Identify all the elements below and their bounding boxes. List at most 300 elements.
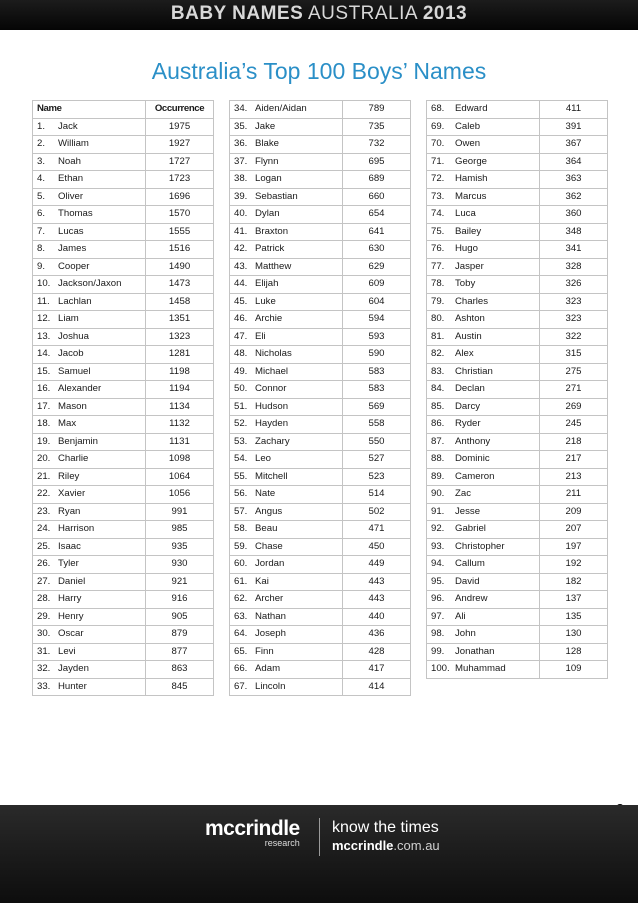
table-row (33, 346, 214, 364)
rank-label: 67. (234, 680, 248, 692)
baby-name: David (455, 575, 480, 587)
name-cell (427, 643, 540, 661)
table-row (427, 153, 608, 171)
table-row (427, 258, 608, 276)
rank-label: 63. (234, 610, 248, 622)
banner-title (171, 3, 467, 25)
name-cell (33, 241, 146, 259)
rank-label: 44. (234, 278, 248, 289)
baby-name: Xavier (58, 488, 86, 499)
rank-label: 82. (431, 348, 445, 359)
rank-label: 31. (37, 645, 51, 657)
name-cell (230, 171, 343, 189)
name-cell (427, 538, 540, 556)
rank-label: 85. (431, 400, 445, 412)
rank-label: 28. (37, 593, 51, 604)
name-cell (33, 223, 146, 241)
table-row (230, 416, 411, 434)
name-cell (230, 118, 343, 136)
occurrence-cell: 315 (540, 346, 608, 364)
rank-label: 57. (234, 505, 248, 517)
table-row (230, 328, 411, 346)
occurrence-cell: 695 (343, 153, 411, 171)
table-row (230, 643, 411, 661)
occurrence-cell: 654 (343, 206, 411, 224)
rank-label: 32. (37, 663, 51, 674)
table-row (230, 451, 411, 469)
rank-label: 100. (431, 663, 450, 674)
rank-label: 56. (234, 488, 248, 499)
rank-label: 68. (431, 103, 445, 114)
occurrence-cell: 1723 (146, 171, 214, 189)
occurrence-cell: 436 (343, 626, 411, 644)
occurrence-cell: 197 (540, 538, 608, 556)
table-row (33, 241, 214, 259)
rank-label: 17. (37, 400, 51, 412)
occurrence-cell: 735 (343, 118, 411, 136)
name-cell (33, 468, 146, 486)
occurrence-cell: 411 (540, 101, 608, 119)
name-cell (230, 416, 343, 434)
name-cell (230, 241, 343, 259)
baby-name: Angus (255, 505, 283, 517)
baby-name: Adam (255, 663, 281, 674)
site-tld: .com.au (393, 838, 440, 853)
rank-label: 26. (37, 558, 51, 569)
baby-name: Dominic (455, 453, 490, 464)
table-row (230, 241, 411, 259)
name-cell (230, 346, 343, 364)
rank-label: 99. (431, 645, 445, 657)
rank-label: 16. (37, 383, 51, 394)
table-row (230, 626, 411, 644)
occurrence-cell: 471 (343, 521, 411, 539)
name-cell (33, 643, 146, 661)
baby-name: Bailey (455, 225, 482, 237)
name-cell (230, 223, 343, 241)
occurrence-cell: 323 (540, 311, 608, 329)
rank-label: 15. (37, 365, 51, 377)
rank-label: 21. (37, 470, 51, 482)
table-row (427, 101, 608, 119)
table-row (427, 486, 608, 504)
name-cell (230, 556, 343, 574)
occurrence-cell: 594 (343, 311, 411, 329)
occurrence-cell: 449 (343, 556, 411, 574)
baby-name: Zac (455, 488, 471, 499)
table-row (33, 521, 214, 539)
table-row (33, 556, 214, 574)
rank-label: 61. (234, 575, 248, 587)
name-cell (33, 521, 146, 539)
name-cell (427, 136, 540, 154)
rank-label: 5. (37, 190, 46, 202)
banner-part-3: 2013 (422, 3, 468, 24)
occurrence-cell: 341 (540, 241, 608, 259)
rank-label: 91. (431, 505, 445, 517)
rank-label: 13. (37, 330, 51, 342)
baby-name: Christian (455, 365, 493, 377)
rank-label: 30. (37, 628, 51, 639)
table-row (230, 293, 411, 311)
occurrence-cell: 440 (343, 608, 411, 626)
footer-divider (319, 818, 320, 856)
table-row (230, 276, 411, 294)
name-cell (33, 538, 146, 556)
table-row (427, 346, 608, 364)
table-row (230, 171, 411, 189)
rank-label: 9. (37, 260, 46, 272)
name-cell (33, 363, 146, 381)
rank-label: 4. (37, 173, 46, 184)
table-row (33, 468, 214, 486)
table-row (427, 451, 608, 469)
table-row (33, 503, 214, 521)
table-row (427, 538, 608, 556)
table-row (230, 258, 411, 276)
rank-label: 97. (431, 610, 445, 622)
rank-label: 18. (37, 418, 51, 429)
baby-name: Caleb (455, 120, 481, 132)
baby-name: George (455, 155, 487, 167)
occurrence-cell: 523 (343, 468, 411, 486)
name-cell (230, 521, 343, 539)
table-row (33, 171, 214, 189)
name-cell (33, 118, 146, 136)
occurrence-cell: 218 (540, 433, 608, 451)
name-cell (230, 503, 343, 521)
baby-name: Archer (255, 593, 284, 604)
table-row (33, 433, 214, 451)
baby-name: Samuel (58, 365, 91, 377)
name-cell (33, 661, 146, 679)
rank-label: 45. (234, 295, 248, 307)
rank-label: 24. (37, 523, 51, 534)
rank-label: 83. (431, 365, 445, 377)
table-row (230, 433, 411, 451)
name-cell (427, 626, 540, 644)
baby-name: Archie (255, 313, 283, 324)
occurrence-cell: 1194 (146, 381, 214, 399)
name-cell (230, 293, 343, 311)
name-cell (33, 451, 146, 469)
table-row (230, 661, 411, 679)
baby-name: Muhammad (455, 663, 506, 674)
table-row (427, 188, 608, 206)
rank-label: 49. (234, 365, 248, 377)
occurrence-cell: 502 (343, 503, 411, 521)
occurrence-cell: 269 (540, 398, 608, 416)
rank-label: 79. (431, 295, 445, 307)
occurrence-cell: 1516 (146, 241, 214, 259)
table-row (230, 118, 411, 136)
table-row (230, 398, 411, 416)
baby-name: Nathan (255, 610, 286, 622)
occurrence-cell: 1131 (146, 433, 214, 451)
baby-name: Noah (58, 155, 81, 167)
baby-name: Kai (255, 575, 269, 587)
name-cell (230, 206, 343, 224)
table-row (427, 573, 608, 591)
rank-label: 11. (37, 295, 50, 307)
rank-label: 47. (234, 330, 248, 342)
banner-part-1: BABY NAMES (170, 3, 304, 24)
name-cell (427, 363, 540, 381)
occurrence-cell: 991 (146, 503, 214, 521)
table-row (230, 136, 411, 154)
rank-label: 77. (431, 260, 445, 272)
occurrence-cell: 217 (540, 451, 608, 469)
rank-label: 35. (234, 120, 248, 132)
rank-label: 36. (234, 138, 248, 149)
table-row (33, 276, 214, 294)
occurrence-cell: 275 (540, 363, 608, 381)
occurrence-cell: 604 (343, 293, 411, 311)
table-row (427, 398, 608, 416)
names-table-1 (32, 100, 214, 696)
occurrence-cell: 590 (343, 346, 411, 364)
table-row (33, 328, 214, 346)
table-row (33, 206, 214, 224)
baby-name: Beau (255, 523, 278, 534)
name-cell (230, 101, 343, 119)
table-header-row (33, 101, 214, 119)
rank-label: 38. (234, 173, 248, 184)
occurrence-cell: 245 (540, 416, 608, 434)
name-cell (427, 398, 540, 416)
table-row (33, 153, 214, 171)
baby-name: Ashton (455, 313, 485, 324)
rank-label: 84. (431, 383, 445, 394)
occurrence-cell: 558 (343, 416, 411, 434)
rank-label: 23. (37, 505, 51, 517)
rank-label: 69. (431, 120, 445, 132)
table-row (33, 118, 214, 136)
baby-name: Max (58, 418, 77, 429)
baby-name: Jayden (58, 663, 89, 674)
occurrence-cell: 732 (343, 136, 411, 154)
baby-name: Patrick (255, 243, 285, 254)
table-row (230, 153, 411, 171)
occurrence-cell: 135 (540, 608, 608, 626)
occurrence-cell: 213 (540, 468, 608, 486)
name-cell (33, 416, 146, 434)
occurrence-cell: 609 (343, 276, 411, 294)
occurrence-cell: 935 (146, 538, 214, 556)
table-row (427, 328, 608, 346)
occurrence-cell: 326 (540, 276, 608, 294)
name-cell (230, 136, 343, 154)
occurrence-cell: 550 (343, 433, 411, 451)
name-cell (33, 573, 146, 591)
rank-label: 55. (234, 470, 248, 482)
table-row (230, 486, 411, 504)
baby-name: Mitchell (255, 470, 288, 482)
rank-label: 81. (431, 330, 445, 342)
names-table-2 (229, 100, 411, 696)
baby-name: Charlie (58, 453, 89, 464)
rank-label: 75. (431, 225, 445, 237)
baby-name: Jacob (58, 348, 84, 359)
rank-label: 73. (431, 190, 445, 202)
rank-label: 48. (234, 348, 248, 359)
rank-label: 94. (431, 558, 445, 569)
baby-name: James (58, 243, 87, 254)
name-cell (427, 468, 540, 486)
baby-name: Hamish (455, 173, 488, 184)
name-cell (33, 678, 146, 696)
logo-main: mccrindle (205, 817, 300, 840)
table-row (33, 643, 214, 661)
table-row (230, 608, 411, 626)
name-cell (427, 346, 540, 364)
table-row (33, 591, 214, 609)
occurrence-cell: 428 (343, 643, 411, 661)
baby-name: Jackson/Jaxon (58, 278, 122, 289)
table-row (33, 223, 214, 241)
rank-label: 72. (431, 173, 445, 184)
baby-name: Michael (255, 365, 289, 377)
table-row (230, 363, 411, 381)
table-row (33, 486, 214, 504)
occurrence-cell: 514 (343, 486, 411, 504)
name-cell (33, 136, 146, 154)
rank-label: 10. (37, 278, 51, 289)
baby-name: Eli (255, 330, 266, 342)
baby-name: Lucas (58, 225, 84, 237)
occurrence-cell: 362 (540, 188, 608, 206)
rank-label: 86. (431, 418, 445, 429)
table-row (33, 188, 214, 206)
table-row (230, 503, 411, 521)
name-cell (427, 153, 540, 171)
baby-name: Thomas (58, 208, 93, 219)
baby-name: Logan (255, 173, 282, 184)
baby-name: Liam (58, 313, 79, 324)
name-cell (427, 223, 540, 241)
name-cell (230, 486, 343, 504)
occurrence-cell: 689 (343, 171, 411, 189)
rank-label: 58. (234, 523, 248, 534)
occurrence-cell: 211 (540, 486, 608, 504)
header-banner (0, 0, 638, 30)
name-cell (230, 643, 343, 661)
occurrence-cell: 450 (343, 538, 411, 556)
rank-label: 8. (37, 243, 46, 254)
baby-name: Alexander (58, 383, 102, 394)
names-table-3 (426, 100, 608, 679)
baby-name: Chase (255, 540, 283, 552)
rank-label: 65. (234, 645, 248, 657)
baby-name: Mason (58, 400, 87, 412)
occurrence-cell: 583 (343, 363, 411, 381)
occurrence-cell: 629 (343, 258, 411, 276)
table-row (33, 416, 214, 434)
baby-name: Lincoln (255, 680, 286, 692)
occurrence-cell: 527 (343, 451, 411, 469)
footer-website[interactable] (332, 838, 440, 853)
site-domain: mccrindle (332, 838, 394, 853)
occurrence-cell: 137 (540, 591, 608, 609)
baby-name: Anthony (455, 435, 491, 447)
rank-label: 80. (431, 313, 445, 324)
name-cell (33, 486, 146, 504)
baby-name: Charles (455, 295, 489, 307)
occurrence-cell: 845 (146, 678, 214, 696)
name-cell (33, 398, 146, 416)
name-cell (33, 293, 146, 311)
table-row (427, 363, 608, 381)
baby-name: Luke (255, 295, 276, 307)
table-row (230, 206, 411, 224)
rank-label: 25. (37, 540, 51, 552)
rank-label: 54. (234, 453, 248, 464)
name-cell (33, 608, 146, 626)
rank-label: 39. (234, 190, 248, 202)
baby-name: Owen (455, 138, 481, 149)
baby-name: Cooper (58, 260, 90, 272)
occurrence-cell: 443 (343, 573, 411, 591)
name-cell (427, 101, 540, 119)
occurrence-cell: 443 (343, 591, 411, 609)
occurrence-cell: 1927 (146, 136, 214, 154)
occurrence-cell: 182 (540, 573, 608, 591)
baby-name: Isaac (58, 540, 81, 552)
baby-name: Joshua (58, 330, 89, 342)
baby-name: Christopher (455, 540, 505, 552)
occurrence-cell: 879 (146, 626, 214, 644)
rank-label: 95. (431, 575, 445, 587)
baby-name: Jesse (455, 505, 481, 517)
rank-label: 50. (234, 383, 248, 394)
table-row (33, 136, 214, 154)
name-cell (230, 276, 343, 294)
occurrence-cell: 322 (540, 328, 608, 346)
baby-name: Ali (455, 610, 466, 622)
table-row (33, 258, 214, 276)
name-cell (33, 626, 146, 644)
name-cell (33, 556, 146, 574)
occurrence-cell: 789 (343, 101, 411, 119)
table-row (230, 188, 411, 206)
name-cell (33, 311, 146, 329)
table-row (33, 678, 214, 696)
name-cell (427, 118, 540, 136)
occurrence-cell: 367 (540, 136, 608, 154)
occurrence-cell: 1351 (146, 311, 214, 329)
baby-name: Declan (455, 383, 485, 394)
table-row (33, 573, 214, 591)
table-row (230, 223, 411, 241)
name-cell (230, 328, 343, 346)
baby-name: Leo (255, 453, 272, 464)
rank-label: 96. (431, 593, 445, 604)
table-row (427, 661, 608, 679)
name-cell (230, 451, 343, 469)
baby-name: Cameron (455, 470, 495, 482)
name-cell (33, 503, 146, 521)
name-cell (230, 608, 343, 626)
baby-name: Hunter (58, 680, 87, 692)
baby-name: Andrew (455, 593, 488, 604)
table-row (230, 101, 411, 119)
rank-label: 66. (234, 663, 248, 674)
rank-label: 52. (234, 418, 248, 429)
rank-label: 93. (431, 540, 445, 552)
rank-label: 62. (234, 593, 248, 604)
occurrence-cell: 1570 (146, 206, 214, 224)
table-row (427, 433, 608, 451)
